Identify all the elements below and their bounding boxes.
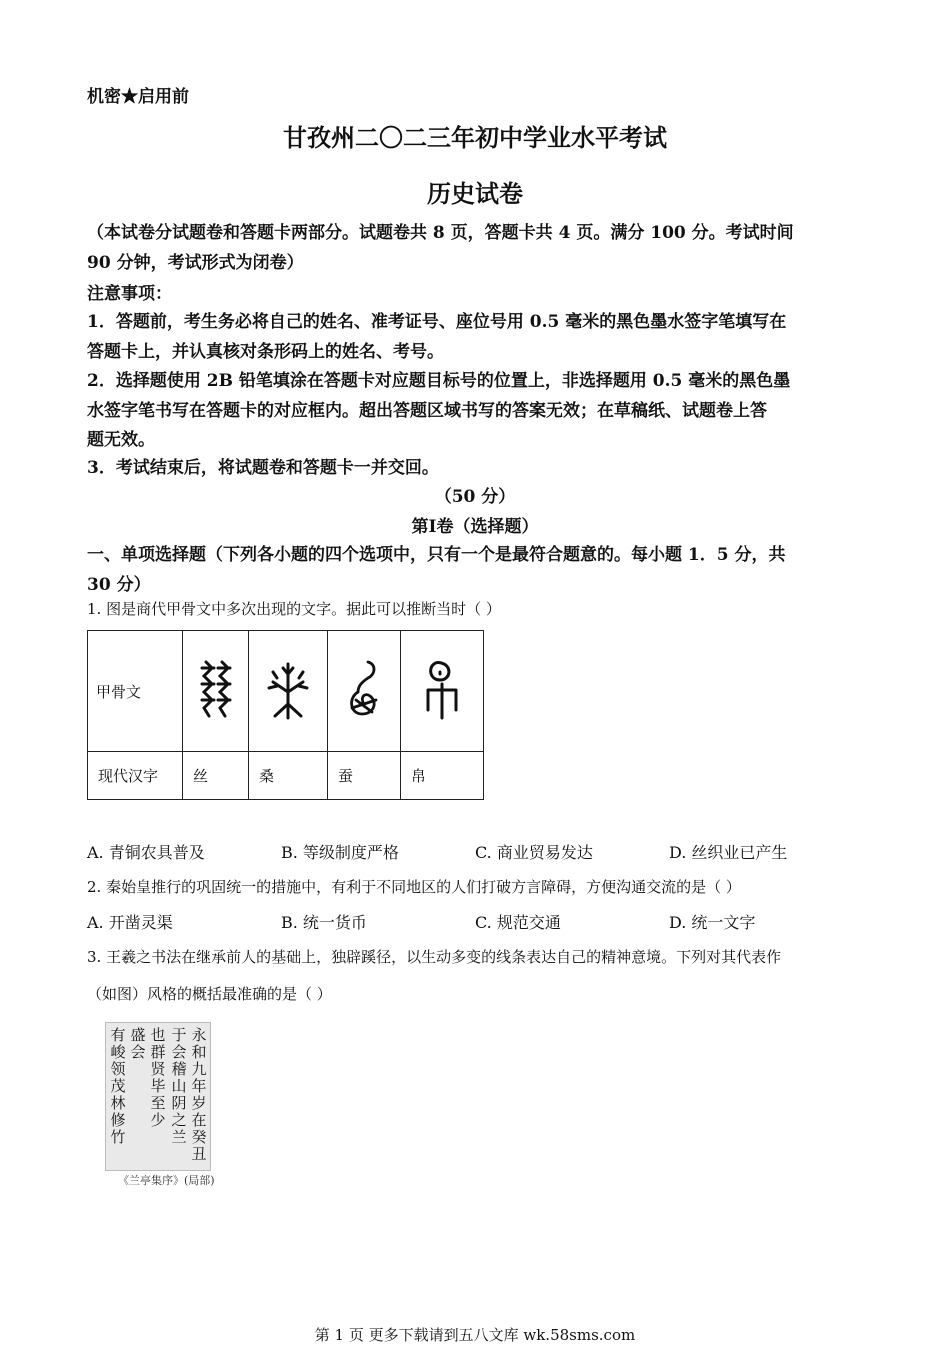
modern-label: 现代汉字	[88, 752, 183, 800]
calligraphy-column: 于会稽山阴之兰	[171, 1026, 187, 1146]
q2-option-a: A. 开凿灵渠	[87, 913, 173, 932]
q2-option-d: D. 统一文字	[669, 913, 756, 932]
lanting-preface-image	[105, 1022, 211, 1171]
q2-option-b: B. 统一货币	[281, 913, 367, 932]
question-3-stem-line-1: 3. 王羲之书法在继承前人的基础上，独辟蹊径，以生动多变的线条表达自己的精神意境。下列对其代表作	[87, 948, 782, 966]
question-3-stem-line-2: （如图）风格的概括最准确的是（ ）	[87, 985, 332, 1003]
section-score: （50 分）	[434, 487, 516, 507]
calligraphy-column: 有峻领茂林修竹	[110, 1026, 126, 1146]
page-footer: 第 1 页 更多下载请到五八文库 wk.58sms.com	[314, 1326, 636, 1344]
q1-option-d: D. 丝织业已产生	[669, 843, 788, 862]
oracle-fabric-image	[420, 654, 464, 724]
oracle-bone-table	[87, 630, 484, 800]
note-1-line-1: 1．答题前，考生务必将自己的姓名、准考证号、座位号用 0.5 毫米的黑色墨水签字笔填写在	[87, 312, 787, 332]
oracle-glyph-mulberry	[249, 631, 328, 752]
oracle-silkworm-image	[342, 654, 386, 724]
intro-line-1: （本试卷分试题卷和答题卡两部分。试题卷共 8 页，答题卡共 4 页。满分 100 分。考试时间	[87, 223, 794, 243]
exam-subtitle: 历史试卷	[427, 179, 523, 208]
question-1-stem: 1. 图是商代甲骨文中多次出现的文字。据此可以推断当时（ ）	[87, 600, 501, 618]
note-1-line-2: 答题卡上，并认真核对条形码上的姓名、考号。	[87, 342, 444, 362]
question-2-stem: 2. 秦始皇推行的巩固统一的措施中，有利于不同地区的人们打破方言障碍，方便沟通交流的是（ ）	[87, 878, 741, 896]
note-2-line-3: 题无效。	[87, 430, 155, 450]
q1-option-a: A. 青铜农具普及	[87, 843, 205, 862]
volume-title: 第Ⅰ卷（选择题）	[411, 517, 539, 537]
part-1-instructions-line-2: 30 分）	[87, 575, 151, 595]
oracle-mulberry-image	[263, 654, 313, 724]
q1-option-c: C. 商业贸易发达	[475, 843, 593, 862]
part-1-instructions-line-1: 一、单项选择题（下列各小题的四个选项中，只有一个是最符合题意的。每小题 1．5 分，共	[87, 545, 786, 565]
modern-char: 蚕	[328, 752, 401, 800]
notes-heading: 注意事项：	[87, 284, 172, 304]
oracle-silk-image	[196, 654, 236, 724]
calligraphy-column: 也群贤毕至少	[150, 1026, 166, 1129]
modern-char: 桑	[249, 752, 328, 800]
oracle-glyph-fabric	[401, 631, 484, 752]
note-2-line-1: 2．选择题使用 2B 铅笔填涂在答题卡对应题目标号的位置上，非选择题用 0.5 毫米的黑色墨	[87, 371, 791, 391]
modern-char: 丝	[183, 752, 249, 800]
exam-title: 甘孜州二〇二三年初中学业水平考试	[283, 123, 667, 152]
note-3: 3．考试结束后，将试题卷和答题卡一并交回。	[87, 458, 439, 478]
calligraphy-column: 盛会	[130, 1026, 146, 1061]
confidential-mark: 机密★启用前	[87, 87, 189, 107]
oracle-glyph-silkworm	[328, 631, 401, 752]
oracle-glyph-silk	[183, 631, 249, 752]
modern-char-row	[88, 752, 484, 800]
oracle-label: 甲骨文	[88, 631, 183, 752]
modern-char: 帛	[401, 752, 484, 800]
note-2-line-2: 水签字笔书写在答题卡的对应框内。超出答题区域书写的答案无效；在草稿纸、试题卷上答	[87, 401, 767, 421]
oracle-row	[88, 631, 484, 752]
intro-line-2: 90 分钟，考试形式为闭卷）	[87, 253, 304, 273]
q2-option-c: C. 规范交通	[475, 913, 561, 932]
calligraphy-column: 永和九年岁在癸丑	[191, 1026, 207, 1163]
q1-option-b: B. 等级制度严格	[281, 843, 399, 862]
image-caption: 《兰亭集序》(局部)	[118, 1174, 215, 1187]
